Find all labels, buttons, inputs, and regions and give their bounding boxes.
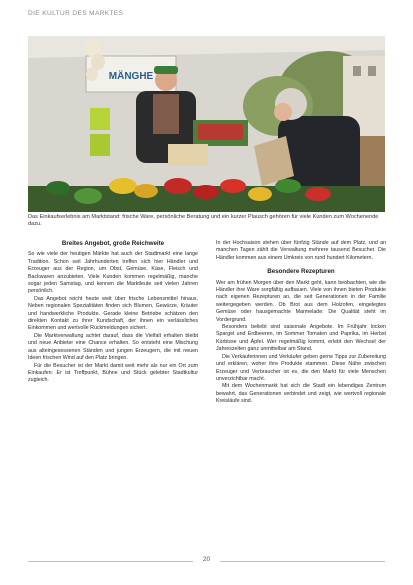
running-header <box>28 10 388 24</box>
left-column <box>28 240 198 385</box>
running-title: DIE KULTUR DES MARKTES <box>28 10 124 17</box>
page-number: 20 <box>202 556 211 563</box>
photo-caption: Das Einkaufserlebnis am Marktstand: frische Ware, persönliche Beratung und ein kurzer Plausch gehören für viele Kunden zum Wochenende dazu. <box>28 214 379 227</box>
paragraph: Das Angebot reicht heute weit über frische Lebensmittel hinaus. Neben regionalen Spezialitäten finden sich Blumen, Gewürze, Kräuter und handwerkliche Produkte. Gerade kleine Betriebe schätzen den direkten Kontakt zu ihrer Kundschaft, der ihnen ein verlässliches Einkommen und wertvolle Rückmeldungen sichert. <box>28 295 198 332</box>
section-heading: Breites Angebot, große Reichweite <box>61 240 165 247</box>
stall-sign-text: MÄNGHE <box>108 71 154 82</box>
market-photo <box>28 36 385 212</box>
paragraph: In der Hochsaison stehen über fünfzig Stände auf dem Platz, und an manchen Tagen zählt die Verwaltung mehrere tausend Besucher. Die Händler kommen aus einem Umkreis von rund hundert Kilometern. <box>216 240 386 261</box>
paragraph: Die Verkäuferinnen und Verkäufer geben gerne Tipps zur Zubereitung und erklären, woher ihre Produkte stammen. Diese Nähe zwischen Erzeuger und Verbraucher ist es, die den Markt für viele Menschen unverzichtbar macht. <box>216 353 386 382</box>
page-footer <box>0 556 413 568</box>
paragraph: Die Marktverwaltung achtet darauf, dass die Vielfalt erhalten bleibt und neue Anbieter eine Chance erhalten. So entsteht eine Mischung aus alteingesessenen Ständen und jungen Erzeugern, die mit neuen Ideen frischen Wind auf den Platz bringen. <box>28 332 198 362</box>
market-stall-photo-icon <box>28 36 385 212</box>
paragraph: Besonders beliebt sind saisonale Angebote. Im Frühjahr locken Spargel und Erdbeeren, im Sommer Tomaten und Paprika, im Herbst Kürbisse und Äpfel. Wer regelmäßig kommt, erlebt den Wechsel der Jahreszeiten ganz unmittelbar am Stand. <box>216 324 386 353</box>
paragraph: Wer am frühen Morgen über den Markt geht, kann beobachten, wie die Händler ihre Ware sorgfältig aufbauen. Viele von ihnen bieten Produkte nach eigenen Rezepturen an, die seit Generationen in der Familie weitergegeben werden. Ob Brot aus dem Holzofen, eingelegtes Gemüse oder hausgemachte Marmelade: Die Qualität steht im Vordergrund. <box>216 279 386 323</box>
paragraph: Mit dem Wochenmarkt hat sich die Stadt ein lebendiges Zentrum bewahrt, das Generationen verbindet und zeigt, wie wertvoll regionale Kreisläufe sind. <box>216 383 386 405</box>
section-subheading: Besondere Rezepturen <box>267 268 335 276</box>
right-column <box>216 240 386 406</box>
paragraph: Für die Besucher ist der Markt damit weit mehr als nur ein Ort zum Einkaufen: Er ist Treffpunkt, Bühne und Stück gelebter Stadtkultur zugleich. <box>28 362 198 384</box>
paragraph: So wie viele der heutigen Märkte hat auch der Stadtmarkt eine lange Tradition. Schon seit Jahrhunderten treffen sich hier Händler und Erzeuger aus der Region, um Obst, Gemüse, Käse, Fleisch und Backwaren anzubieten. Viele Kunden kommen regelmäßig, manche sogar jeden Samstag, und kennen die Marktleute seit vielen Jahren persönlich. <box>28 251 198 295</box>
